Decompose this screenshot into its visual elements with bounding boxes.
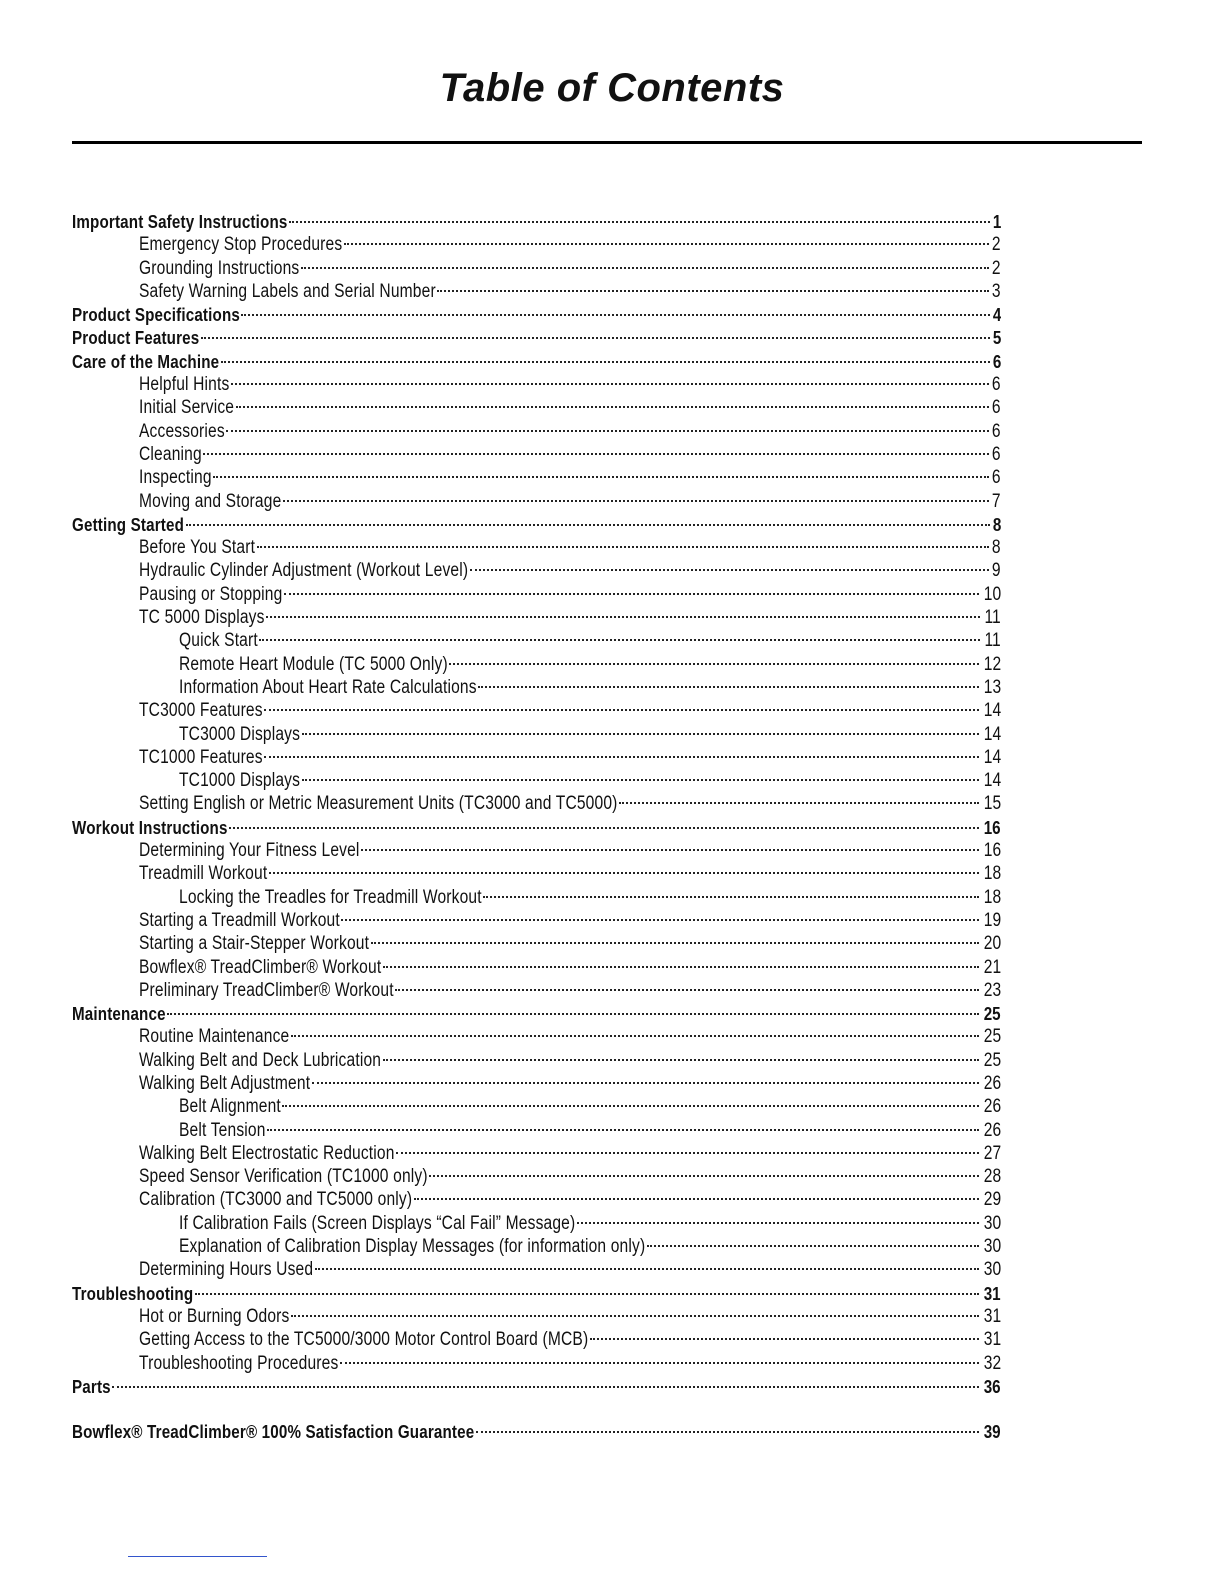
dot-leader [236, 406, 989, 408]
toc-page-number: 14 [983, 723, 1001, 745]
toc-entry-title: TC1000 Displays [179, 770, 301, 792]
toc-entry-title: Product Features [72, 327, 200, 349]
toc-entry-title: Walking Belt Adjustment [139, 1072, 311, 1094]
dot-leader [201, 337, 990, 339]
toc-entry-title: Initial Service [139, 397, 235, 419]
dot-leader [476, 1431, 979, 1433]
toc-section-entry[interactable] [72, 817, 1001, 840]
dot-leader [229, 827, 979, 829]
toc-section-entry[interactable] [72, 514, 1001, 537]
toc-subsection-entry[interactable] [72, 444, 1001, 467]
toc-subsubsection-entry[interactable] [72, 1096, 1001, 1119]
dot-leader [577, 1222, 979, 1224]
toc-entry-title: Product Specifications [72, 304, 240, 326]
toc-page-number: 10 [983, 583, 1001, 605]
toc-entry-title: Starting a Treadmill Workout [139, 909, 340, 931]
toc-subsection-entry[interactable] [72, 467, 1001, 490]
toc-page-number: 8 [992, 537, 1001, 559]
dot-leader [284, 593, 979, 595]
toc-entry-title: Getting Started [72, 513, 185, 535]
toc-subsection-entry[interactable] [72, 1329, 1001, 1352]
toc-page-number: 25 [983, 1049, 1001, 1071]
dot-leader [257, 546, 989, 548]
toc-entry-title: Walking Belt Electrostatic Reduction [139, 1142, 395, 1164]
toc-entry-title: If Calibration Fails (Screen Displays “Cal Fail” Message) [179, 1212, 576, 1234]
toc-entry-title: TC3000 Displays [179, 723, 301, 745]
toc-entry-title: Workout Instructions [72, 816, 228, 838]
toc-entry-title: Calibration (TC3000 and TC5000 only) [139, 1189, 413, 1211]
toc-page-number: 14 [983, 746, 1001, 768]
dot-leader [414, 1198, 979, 1200]
toc-page-number: 32 [983, 1352, 1001, 1374]
toc-page-number: 26 [983, 1072, 1001, 1094]
toc-page-number: 8 [992, 513, 1001, 535]
dot-leader [267, 1129, 979, 1131]
dot-leader [371, 942, 979, 944]
toc-subsection-entry[interactable] [72, 560, 1001, 583]
toc-page-number: 6 [992, 443, 1001, 465]
dot-leader [483, 896, 979, 898]
toc-page-number: 11 [984, 607, 1001, 629]
toc-subsection-entry[interactable] [72, 234, 1001, 257]
toc-entry-title: Belt Tension [179, 1119, 266, 1141]
toc-entry-title: Explanation of Calibration Display Messages (for information only) [179, 1236, 646, 1258]
toc-page-number: 30 [983, 1259, 1001, 1281]
toc-entry-title: Hot or Burning Odors [139, 1305, 290, 1327]
toc-page-number: 6 [992, 374, 1001, 396]
dot-leader [195, 1293, 979, 1295]
toc-subsection-entry[interactable] [72, 933, 1001, 956]
toc-subsection-entry[interactable] [72, 491, 1001, 514]
toc-subsection-entry[interactable] [72, 1026, 1001, 1049]
toc-entry-title: Pausing or Stopping [139, 583, 283, 605]
toc-entry-title: Troubleshooting Procedures [139, 1352, 339, 1374]
toc-page-number: 25 [984, 1003, 1001, 1025]
toc-section-entry[interactable] [72, 211, 1001, 234]
toc-page-number: 39 [984, 1421, 1001, 1443]
toc-page-number: 1 [992, 211, 1001, 232]
toc-subsection-entry[interactable] [72, 374, 1001, 397]
toc-page-number: 6 [992, 467, 1001, 489]
toc-subsection-entry[interactable] [72, 1143, 1001, 1166]
toc-subsection-entry[interactable] [72, 957, 1001, 980]
toc-subsection-entry[interactable] [72, 863, 1001, 886]
dot-leader [259, 639, 980, 641]
footer-link-underline [128, 1556, 267, 1557]
toc-entry-title: Determining Hours Used [139, 1259, 314, 1281]
toc-entry-title: Treadmill Workout [139, 863, 268, 885]
toc-entry-title: Before You Start [139, 537, 256, 559]
toc-entry-title: Belt Alignment [179, 1096, 281, 1118]
toc-entry-title: Hydraulic Cylinder Adjustment (Workout Level) [139, 560, 469, 582]
toc-page-number: 7 [992, 490, 1001, 512]
dot-leader [344, 243, 989, 245]
dot-leader [291, 1035, 979, 1037]
toc-subsection-entry[interactable] [72, 1353, 1001, 1376]
toc-subsection-entry[interactable] [72, 1306, 1001, 1329]
dot-leader [478, 686, 979, 688]
toc-page-number: 27 [983, 1142, 1001, 1164]
toc-subsubsection-entry[interactable] [72, 1213, 1001, 1236]
dot-leader [264, 709, 979, 711]
toc-page-number: 31 [983, 1329, 1001, 1351]
dot-leader [383, 966, 979, 968]
toc-page-number: 5 [992, 327, 1001, 349]
dot-leader [283, 500, 989, 502]
dot-leader [226, 430, 989, 432]
toc-page-number: 3 [992, 280, 1001, 302]
dot-leader [241, 314, 990, 316]
toc-entry-title: Routine Maintenance [139, 1026, 290, 1048]
toc-subsection-entry[interactable] [72, 421, 1001, 444]
toc-subsection-entry[interactable] [72, 793, 1001, 816]
toc-subsubsection-entry[interactable] [72, 724, 1001, 747]
toc-entry-title: Grounding Instructions [139, 257, 300, 279]
toc-entry-title: Setting English or Metric Measurement Units (TC3000 and TC5000) [139, 793, 618, 815]
dot-leader [203, 453, 989, 455]
toc-subsubsection-entry[interactable] [72, 654, 1001, 677]
toc-page-number: 31 [983, 1305, 1001, 1327]
dot-leader [396, 1152, 979, 1154]
title-divider [72, 141, 1142, 144]
toc-subsection-entry[interactable] [72, 747, 1001, 770]
toc-entry-title: Determining Your Fitness Level [139, 840, 360, 862]
dot-leader [266, 616, 980, 618]
dot-leader [312, 1082, 979, 1084]
toc-entry-title: Quick Start [179, 630, 258, 652]
toc-subsection-entry[interactable] [72, 1259, 1001, 1282]
toc-subsection-entry[interactable] [72, 584, 1001, 607]
toc-entry-title: Preliminary TreadClimber® Workout [139, 979, 394, 1001]
toc-page-number: 4 [992, 304, 1001, 326]
toc-page-number: 26 [983, 1096, 1001, 1118]
toc-subsubsection-entry[interactable] [72, 1236, 1001, 1259]
toc-entry-title: Emergency Stop Procedures [139, 234, 343, 256]
toc-entry-title: Walking Belt and Deck Lubrication [139, 1049, 382, 1071]
dot-leader [221, 361, 990, 363]
toc-entry-title: Locking the Treadles for Treadmill Workout [179, 886, 482, 908]
toc-subsubsection-entry[interactable] [72, 677, 1001, 700]
toc-subsection-entry[interactable] [72, 910, 1001, 933]
dot-leader [315, 1268, 979, 1270]
toc-section-entry[interactable] [72, 1283, 1001, 1306]
dot-leader [429, 1175, 979, 1177]
toc-page-number: 21 [983, 956, 1001, 978]
toc-section-entry[interactable] [72, 1421, 1001, 1444]
toc-page-number: 23 [983, 979, 1001, 1001]
dot-leader [395, 989, 979, 991]
toc-entry-title: Remote Heart Module (TC 5000 Only) [179, 653, 448, 675]
dot-leader [231, 383, 989, 385]
dot-leader [437, 290, 989, 292]
dot-leader [301, 267, 989, 269]
dot-leader [186, 524, 990, 526]
toc-subsubsection-entry[interactable] [72, 887, 1001, 910]
toc-page-number: 16 [983, 840, 1001, 862]
toc-entry-title: Cleaning [139, 443, 202, 465]
toc-page-number: 18 [983, 886, 1001, 908]
toc-page-number: 31 [984, 1282, 1001, 1304]
toc-subsubsection-entry[interactable] [72, 630, 1001, 653]
toc-page-number: 19 [983, 909, 1001, 931]
toc-section-entry[interactable] [72, 1003, 1001, 1026]
toc-page-number: 11 [984, 630, 1001, 652]
dot-leader [112, 1386, 979, 1388]
toc-subsection-entry[interactable] [72, 397, 1001, 420]
toc-page-number: 12 [983, 653, 1001, 675]
toc-page-number: 29 [983, 1189, 1001, 1211]
dot-leader [590, 1338, 979, 1340]
dot-leader [449, 663, 979, 665]
toc-subsection-entry[interactable] [72, 1166, 1001, 1189]
toc-page-number: 6 [992, 350, 1001, 372]
toc-entry-title: Inspecting [139, 467, 212, 489]
toc-entry-title: TC3000 Features [139, 700, 263, 722]
toc-page-number: 2 [992, 257, 1001, 279]
toc-entry-title: Care of the Machine [72, 350, 220, 372]
dot-leader [269, 872, 979, 874]
toc-page-number: 18 [983, 863, 1001, 885]
toc-page-number: 30 [983, 1212, 1001, 1234]
dot-leader [213, 476, 989, 478]
dot-leader [282, 1105, 979, 1107]
toc-subsection-entry[interactable] [72, 537, 1001, 560]
toc-entry-title: Moving and Storage [139, 490, 282, 512]
toc-page-number: 14 [983, 700, 1001, 722]
dot-leader [291, 1315, 979, 1317]
toc-page-number: 30 [983, 1236, 1001, 1258]
toc-section-entry[interactable] [72, 304, 1001, 327]
toc-subsection-entry[interactable] [72, 1189, 1001, 1212]
dot-leader [470, 569, 989, 571]
toc-page-number: 6 [992, 397, 1001, 419]
dot-leader [647, 1245, 979, 1247]
dot-leader [302, 733, 979, 735]
dot-leader [264, 756, 979, 758]
toc-subsection-entry[interactable] [72, 840, 1001, 863]
toc-page-number: 36 [984, 1375, 1001, 1397]
toc-entry-title: Troubleshooting [72, 1282, 194, 1304]
dot-leader [302, 779, 979, 781]
toc-subsection-entry[interactable] [72, 281, 1001, 304]
toc-entry-title: Speed Sensor Verification (TC1000 only) [139, 1166, 428, 1188]
toc-page-number: 20 [983, 933, 1001, 955]
dot-leader [289, 221, 990, 223]
toc-entry-title: Information About Heart Rate Calculations [179, 676, 477, 698]
toc-entry-title: Important Safety Instructions [72, 211, 288, 232]
toc-subsection-entry[interactable] [72, 700, 1001, 723]
toc-page-number: 25 [983, 1026, 1001, 1048]
toc-page-number: 6 [992, 420, 1001, 442]
toc-subsection-entry[interactable] [72, 980, 1001, 1003]
toc-page-number: 2 [992, 234, 1001, 256]
toc-section-entry[interactable] [72, 1376, 1001, 1399]
dot-leader [167, 1013, 979, 1015]
toc-page-number: 9 [992, 560, 1001, 582]
toc-subsection-entry[interactable] [72, 258, 1001, 281]
toc-subsection-entry[interactable] [72, 607, 1001, 630]
toc-page-number: 26 [983, 1119, 1001, 1141]
toc-page-number: 16 [984, 816, 1001, 838]
toc-entry-title: Getting Access to the TC5000/3000 Motor Control Board (MCB) [139, 1329, 589, 1351]
toc-page-number: 28 [983, 1166, 1001, 1188]
page-title: Table of Contents [439, 66, 785, 110]
toc-entry-title: Helpful Hints [139, 374, 230, 396]
toc-entry-title: Accessories [139, 420, 225, 442]
toc-list [72, 211, 1001, 1444]
dot-leader [341, 919, 979, 921]
toc-entry-title: TC1000 Features [139, 746, 263, 768]
toc-entry-title: Bowflex® TreadClimber® 100% Satisfaction Guarantee [72, 1421, 475, 1443]
toc-entry-title: TC 5000 Displays [139, 607, 265, 629]
toc-entry-title: Starting a Stair-Stepper Workout [139, 933, 370, 955]
toc-entry-title: Bowflex® TreadClimber® Workout [139, 956, 382, 978]
toc-entry-title: Safety Warning Labels and Serial Number [139, 280, 436, 302]
toc-section-entry[interactable] [72, 327, 1001, 350]
dot-leader [361, 849, 979, 851]
dot-leader [340, 1362, 979, 1364]
toc-entry-title: Maintenance [72, 1003, 166, 1025]
toc-page-number: 13 [983, 676, 1001, 698]
toc-section-entry[interactable] [72, 351, 1001, 374]
toc-page-number: 14 [983, 770, 1001, 792]
toc-subsection-entry[interactable] [72, 1050, 1001, 1073]
toc-page-number: 15 [983, 793, 1001, 815]
dot-leader [383, 1059, 979, 1061]
toc-entry-title: Parts [72, 1375, 111, 1397]
toc-subsubsection-entry[interactable] [72, 1120, 1001, 1143]
toc-subsection-entry[interactable] [72, 1073, 1001, 1096]
toc-subsubsection-entry[interactable] [72, 770, 1001, 793]
dot-leader [619, 802, 979, 804]
